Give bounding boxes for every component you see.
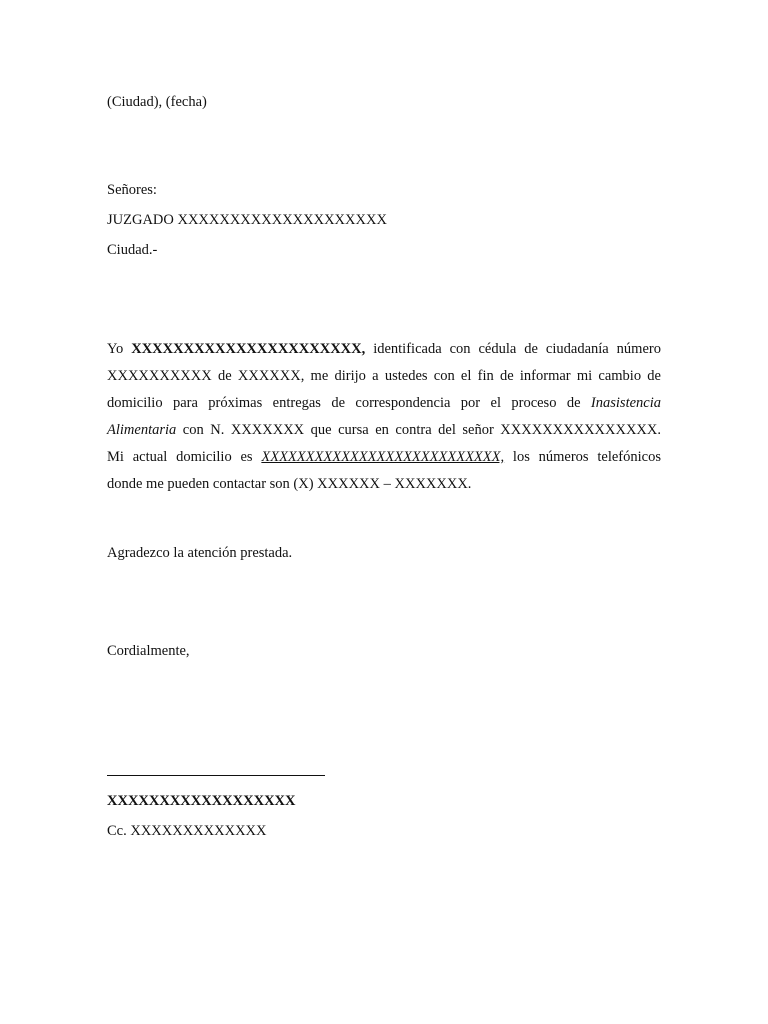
closing-text: Cordialmente, bbox=[107, 643, 190, 659]
new-address: XXXXXXXXXXXXXXXXXXXXXXXXXXX, bbox=[261, 449, 505, 465]
court-name: JUZGADO XXXXXXXXXXXXXXXXXXXX bbox=[107, 212, 387, 228]
sender-name: XXXXXXXXXXXXXXXXXXXXXX, bbox=[131, 341, 366, 357]
signature-name: XXXXXXXXXXXXXXXXXX bbox=[107, 793, 296, 809]
place-date: (Ciudad), (fecha) bbox=[107, 94, 207, 110]
body-line-3 bbox=[107, 390, 661, 417]
body-line-2: XXXXXXXXXX de XXXXXX, me dirijo a ustedes con el fin de informar mi cambio de bbox=[107, 368, 661, 384]
body-line-6: donde me pueden contactar son (X) XXXXXX – XXXXXXX. bbox=[107, 476, 472, 492]
process-name-part2: Alimentaria bbox=[107, 422, 177, 438]
body-line-1 bbox=[107, 336, 661, 363]
body-address-intro: Mi actual domicilio es bbox=[107, 449, 262, 465]
letter-body bbox=[107, 336, 661, 498]
body-id-text: identificada con cédula de ciudadanía número bbox=[365, 341, 661, 357]
body-process-text: domicilio para próximas entregas de correspondencia por el proceso de bbox=[107, 395, 591, 411]
body-line-5 bbox=[107, 444, 661, 471]
signature-id: Cc. XXXXXXXXXXXXX bbox=[107, 823, 267, 839]
thanks-text: Agradezco la atención prestada. bbox=[107, 545, 293, 561]
recipient-city: Ciudad.- bbox=[107, 242, 158, 258]
body-phone-intro: los números telefónicos bbox=[504, 449, 661, 465]
process-name-part1: Inasistencia bbox=[590, 395, 661, 411]
body-line-4 bbox=[107, 417, 661, 444]
body-intro: Yo bbox=[107, 341, 132, 357]
signature-line bbox=[107, 775, 325, 776]
body-case-text: con N. XXXXXXX que cursa en contra del señor XXXXXXXXXXXXXXX. bbox=[176, 422, 661, 438]
salutation: Señores: bbox=[107, 182, 157, 198]
